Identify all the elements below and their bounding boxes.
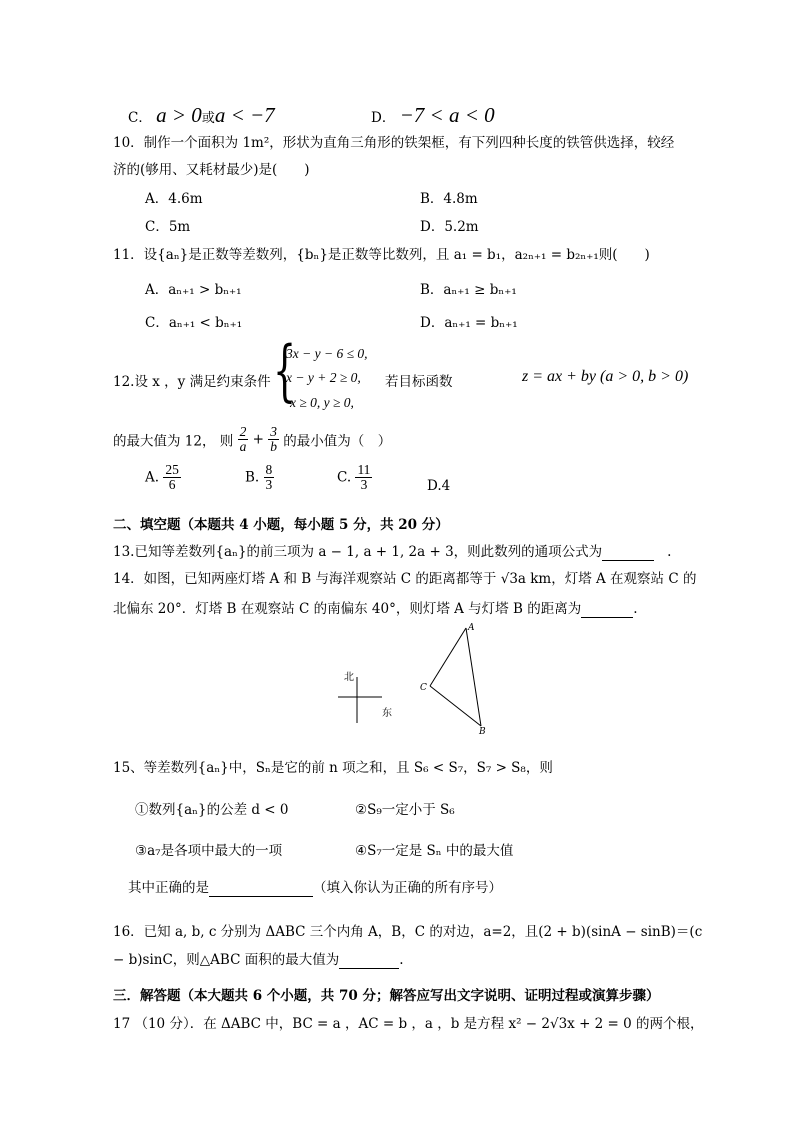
q14-line2: 北偏东 20°．灯塔 B 在观察站 C 的南偏东 40°，则灯塔 A 与灯塔 B 的距离为 . bbox=[113, 601, 638, 617]
q12-option-a-frac: $\frac{25}{6}$ bbox=[165, 462, 179, 493]
q11-option-c[interactable]: C．aₙ₊₁ < bₙ₊₁ bbox=[145, 315, 243, 331]
q12-constraint-1: 3x − y − 6 ≤ 0, bbox=[286, 346, 368, 361]
q10-stem-line2: 济的(够用、又耗材最少)是( ) bbox=[113, 162, 310, 178]
q11-option-a[interactable]: A．aₙ₊₁ > bₙ₊₁ bbox=[145, 282, 242, 298]
q12-option-b-frac: $\frac{8}{3}$ bbox=[265, 462, 273, 493]
q12-option-c[interactable]: C. $\frac{11}{3}$ bbox=[337, 462, 371, 493]
q10-option-d[interactable]: D．5.2m bbox=[420, 219, 479, 235]
q12-line2-suffix: 的最小值为（ ） bbox=[283, 433, 392, 450]
q12-objective: z = ax + by (a > 0, b > 0) bbox=[522, 368, 689, 385]
q15-statement-3: ③a₇是各项中最大的一项 bbox=[135, 843, 283, 859]
q10-option-a[interactable]: A．4.6m bbox=[145, 191, 203, 207]
q9-option-c[interactable] bbox=[128, 103, 275, 128]
q14-line2-text: 北偏东 20°．灯塔 B 在观察站 C 的南偏东 40°，则灯塔 A 与灯塔 B 的距离为 bbox=[113, 601, 582, 617]
q12-constraint-2: x − y + 2 ≥ 0, bbox=[286, 370, 361, 385]
q16-line2: − b)sinC，则△ABC 面积的最大值为 . bbox=[113, 952, 404, 968]
q12-line2 bbox=[113, 425, 391, 454]
q12-prefix: 12.设 x ，y 满足约束条件 bbox=[113, 374, 271, 390]
compass-east-label: 东 bbox=[382, 708, 392, 719]
q10-option-b[interactable]: B．4.8m bbox=[420, 191, 478, 207]
compass-north-label: 北 bbox=[344, 672, 354, 683]
q12-plus: + bbox=[252, 431, 264, 448]
q12-option-b[interactable]: B. $\frac{8}{3}$ bbox=[245, 462, 273, 493]
q13-text: 13.已知等差数列{aₙ}的前三项为 a − 1, a + 1, 2a + 3，则此数列的通项公式为 bbox=[113, 544, 603, 560]
q12-option-d[interactable]: D.4 bbox=[427, 478, 451, 494]
q13-answer-blank[interactable] bbox=[602, 544, 654, 561]
q12-option-c-frac: $\frac{11}{3}$ bbox=[357, 462, 371, 493]
q9-option-d-expr: −7 < a < 0 bbox=[399, 103, 495, 127]
q12-constraint-3: x ≥ 0, y ≥ 0, bbox=[290, 395, 354, 410]
q9-option-c-or: 或 bbox=[201, 111, 215, 126]
q12-frac-3-over-b: $\frac{3}{b}$ bbox=[270, 424, 277, 455]
point-B-label: B bbox=[479, 727, 486, 737]
point-A-label: A bbox=[468, 623, 475, 633]
section-2-heading: 二、填空题（本题共 4 小题，每小题 5 分，共 20 分） bbox=[113, 517, 449, 533]
q9-option-c-expr2: a < −7 bbox=[214, 103, 275, 127]
section-3-heading: 三．解答题（本大题共 6 个小题，共 70 分；解答应写出文字说明、证明过程或演算步骤） bbox=[113, 988, 660, 1004]
q15-stem: 15、等差数列{aₙ}中，Sₙ是它的前 n 项之和，且 S₆ < S₇，S₇ > S₈，则 bbox=[113, 760, 553, 776]
q9-option-d-label: D． bbox=[371, 110, 396, 126]
q17-text: 17 （10 分）．在 ΔABC 中，BC = a ，AC = b ，a ，b 是方程 x² − 2√3x + 2 = 0 的两个根， bbox=[113, 1016, 704, 1032]
q11-option-d[interactable]: D．aₙ₊₁ = bₙ₊₁ bbox=[420, 315, 518, 331]
q16-line1: 16．已知 a, b, c 分别为 ΔABC 三个内角 A，B，C 的对边，a=2，且(2 + b)(sinA − sinB)＝(c bbox=[113, 924, 703, 940]
point-C-label: C bbox=[420, 683, 427, 693]
q9-option-c-label: C． bbox=[128, 110, 152, 126]
q12-mid-text: 若目标函数 bbox=[385, 374, 453, 390]
q15-statement-4: ④S₇一定是 Sₙ 中的最大值 bbox=[355, 843, 514, 859]
segment-CB bbox=[430, 686, 481, 726]
q12-option-a[interactable]: A. $\frac{25}{6}$ bbox=[145, 462, 179, 493]
q10-option-c[interactable]: C．5m bbox=[145, 219, 191, 235]
q13: 13.已知等差数列{aₙ}的前三项为 a − 1, a + 1, 2a + 3，则此数列的通项公式为 . bbox=[113, 544, 672, 560]
q15-statement-1: ①数列{aₙ}的公差 d < 0 bbox=[135, 802, 289, 818]
q11-option-b[interactable]: B．aₙ₊₁ ≥ bₙ₊₁ bbox=[420, 282, 517, 298]
q15-answer-blank[interactable] bbox=[209, 880, 313, 897]
q12-line2-prefix: 的最大值为 12， 则 bbox=[113, 433, 234, 450]
q16-answer-blank[interactable] bbox=[339, 952, 399, 969]
q15-answer-line: 其中正确的是 （填入你认为正确的所有序号） bbox=[128, 880, 502, 896]
q11-stem: 11．设{aₙ}是正数等差数列，{bₙ}是正数等比数列，且 a₁ = b₁，a₂ₙ₊₁ = b₂ₙ₊₁则( ) bbox=[113, 247, 650, 263]
q9-option-c-expr1: a > 0 bbox=[156, 103, 202, 127]
segment-AB bbox=[466, 628, 481, 726]
q12-frac-2-over-a: $\frac{2}{a}$ bbox=[239, 424, 247, 455]
q15-statement-2: ②S₉一定小于 S₆ bbox=[355, 802, 455, 818]
q14-answer-blank[interactable] bbox=[581, 601, 633, 618]
q14-figure bbox=[330, 620, 500, 740]
q10-stem-line1: 10．制作一个面积为 1m²，形状为直角三角形的铁架框，有下列四种长度的铁管供选择，较经 bbox=[113, 135, 675, 151]
q12-brace: { bbox=[273, 332, 297, 409]
q14-line1: 14．如图，已知两座灯塔 A 和 B 与海洋观察站 C 的距离都等于 √3a km，灯塔 A 在观察站 C 的 bbox=[113, 571, 697, 587]
segment-CA bbox=[430, 628, 466, 686]
q9-option-d[interactable] bbox=[371, 103, 495, 128]
